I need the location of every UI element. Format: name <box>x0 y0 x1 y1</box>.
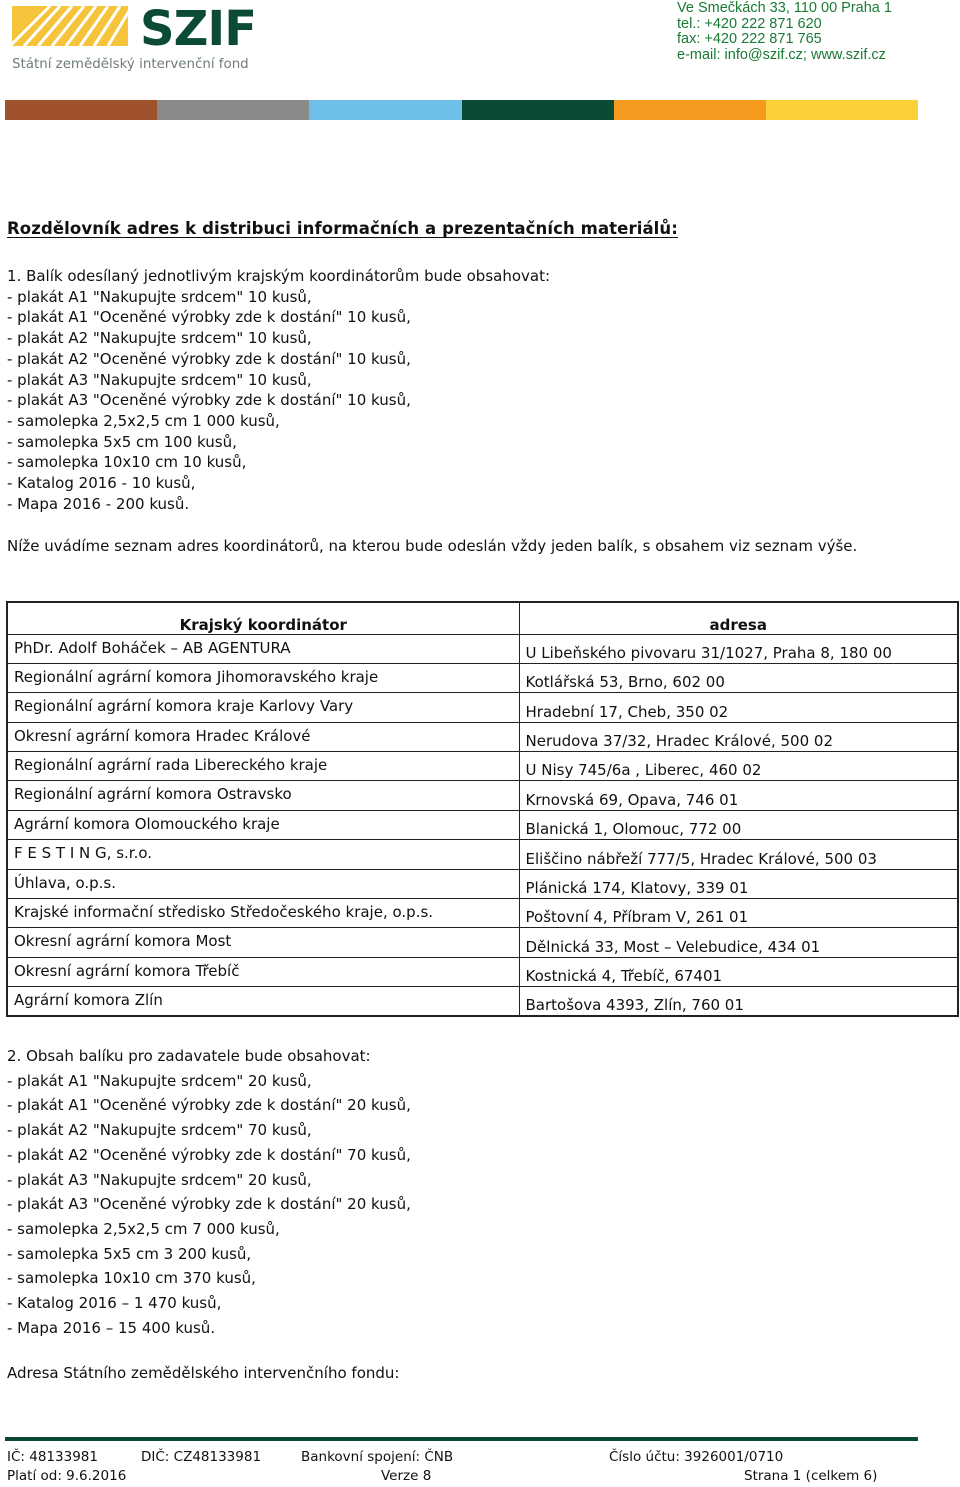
table-row <box>7 987 958 1016</box>
footer-valid-from: Platí od: 9.6.2016 <box>7 1468 127 1484</box>
list-item: - Mapa 2016 – 15 400 kusů. <box>7 1318 216 1337</box>
list-item: - samolepka 10x10 cm 370 kusů, <box>7 1269 256 1288</box>
fund-address-label: Adresa Státního zemědělského intervenčního fondu: <box>7 1364 400 1382</box>
coordinator-cell: Agrární komora Zlín <box>7 987 519 1016</box>
list-item: - samolepka 10x10 cm 10 kusů, <box>7 453 247 472</box>
column-header-address: adresa <box>519 602 958 634</box>
coordinator-cell: Okresní agrární komora Most <box>7 928 519 957</box>
address-cell: Nerudova 37/32, Hradec Králové, 500 02 <box>519 722 958 751</box>
footer-account: Číslo účtu: 3926001/0710 <box>609 1449 784 1465</box>
footer-version: Verze 8 <box>381 1468 432 1484</box>
table-header-row <box>7 602 958 634</box>
coordinator-cell: Úhlava, o.p.s. <box>7 869 519 898</box>
coordinator-cell: Regionální agrární rada Libereckého kraje <box>7 752 519 781</box>
address-cell: Eliščino nábřeží 777/5, Hradec Králové, 500 03 <box>519 840 958 869</box>
color-segment <box>5 100 157 120</box>
list-item: - plakát A3 "Nakupujte srdcem" 10 kusů, <box>7 370 312 389</box>
contact-email-web[interactable]: e-mail: info@szif.cz; www.szif.cz <box>677 46 886 63</box>
address-cell: Poštovní 4, Příbram V, 261 01 <box>519 899 958 928</box>
coordinator-table <box>6 601 959 1017</box>
list-item: - Mapa 2016 - 200 kusů. <box>7 494 190 513</box>
list-item: - samolepka 5x5 cm 100 kusů, <box>7 432 237 451</box>
list-item: - plakát A1 "Nakupujte srdcem" 10 kusů, <box>7 287 312 306</box>
address-cell: Hradební 17, Cheb, 350 02 <box>519 693 958 722</box>
table-row <box>7 752 958 781</box>
color-segment <box>157 100 309 120</box>
list-item: - plakát A1 "Oceněné výrobky zde k dostání" 20 kusů, <box>7 1096 411 1115</box>
list-item: - plakát A3 "Oceněné výrobky zde k dostání" 20 kusů, <box>7 1195 411 1214</box>
color-segment <box>614 100 766 120</box>
coordinator-cell: Krajské informační středisko Středočeského kraje, o.p.s. <box>7 899 519 928</box>
coordinator-cell: F E S T I N G, s.r.o. <box>7 840 519 869</box>
color-segment <box>462 100 614 120</box>
list-item: - Katalog 2016 - 10 kusů, <box>7 474 196 493</box>
table-row <box>7 840 958 869</box>
section1-intro: 1. Balík odesílaný jednotlivým krajským koordinátorům bude obsahovat: <box>7 267 551 285</box>
table-row <box>7 663 958 692</box>
footer-dic: DIČ: CZ48133981 <box>141 1449 262 1465</box>
table-row <box>7 957 958 986</box>
address-cell: Kotlářská 53, Brno, 602 00 <box>519 663 958 692</box>
list-item: - samolepka 5x5 cm 3 200 kusů, <box>7 1244 252 1263</box>
brand-color-bar <box>5 100 918 120</box>
contact-address: Ve Smečkách 33, 110 00 Praha 1 <box>677 0 892 16</box>
list-item: - plakát A2 "Nakupujte srdcem" 10 kusů, <box>7 329 312 348</box>
coordinator-cell: Okresní agrární komora Třebíč <box>7 957 519 986</box>
table-row <box>7 928 958 957</box>
list-item: - plakát A3 "Oceněné výrobky zde k dostání" 10 kusů, <box>7 391 411 410</box>
section2-intro: 2. Obsah balíku pro zadavatele bude obsahovat: <box>7 1047 371 1065</box>
list-item: - samolepka 2,5x2,5 cm 1 000 kusů, <box>7 411 280 430</box>
table-row <box>7 899 958 928</box>
table-row <box>7 781 958 810</box>
list-item: - plakát A1 "Nakupujte srdcem" 20 kusů, <box>7 1071 312 1090</box>
color-segment <box>766 100 918 120</box>
table-row <box>7 869 958 898</box>
address-cell: U Nisy 745/6a , Liberec, 460 02 <box>519 752 958 781</box>
address-cell: Bartošova 4393, Zlín, 760 01 <box>519 987 958 1016</box>
page-title: Rozdělovník adres k distribuci informačních a prezentačních materiálů: <box>7 219 678 238</box>
coordinator-cell: PhDr. Adolf Boháček – AB AGENTURA <box>7 634 519 663</box>
footer-page-number: Strana 1 (celkem 6) <box>744 1468 878 1484</box>
address-cell: Plánická 174, Klatovy, 339 01 <box>519 869 958 898</box>
szif-logo <box>10 4 270 74</box>
address-cell: U Libeňského pivovaru 31/1027, Praha 8, 180 00 <box>519 634 958 663</box>
list-item: - plakát A3 "Nakupujte srdcem" 20 kusů, <box>7 1170 312 1189</box>
logo-wordmark: SZIF <box>140 4 257 57</box>
list-item: - plakát A1 "Oceněné výrobky zde k dostání" 10 kusů, <box>7 308 411 327</box>
footer-ic: IČ: 48133981 <box>7 1449 98 1465</box>
coordinator-cell: Regionální agrární komora kraje Karlovy Vary <box>7 693 519 722</box>
address-cell: Blanická 1, Olomouc, 772 00 <box>519 810 958 839</box>
address-cell: Kostnická 4, Třebíč, 67401 <box>519 957 958 986</box>
contact-fax: fax: +420 222 871 765 <box>677 31 822 48</box>
section2-list <box>7 1044 411 1340</box>
list-item: - Katalog 2016 – 1 470 kusů, <box>7 1294 222 1313</box>
color-segment <box>309 100 461 120</box>
table-row <box>7 634 958 663</box>
contact-block <box>677 1 957 63</box>
address-cell: Krnovská 69, Opava, 746 01 <box>519 781 958 810</box>
logo-subtitle: Státní zemědělský intervenční fond <box>12 57 249 72</box>
list-item: - samolepka 2,5x2,5 cm 7 000 kusů, <box>7 1219 280 1238</box>
list-item: - plakát A2 "Nakupujte srdcem" 70 kusů, <box>7 1121 312 1140</box>
coordinator-cell: Regionální agrární komora Jihomoravského kraje <box>7 663 519 692</box>
address-cell: Dělnická 33, Most – Velebudice, 434 01 <box>519 928 958 957</box>
footer-divider <box>5 1437 918 1441</box>
list-item: - plakát A2 "Oceněné výrobky zde k dostání" 10 kusů, <box>7 349 411 368</box>
coordinator-cell: Regionální agrární komora Ostravsko <box>7 781 519 810</box>
coordinators-note: Níže uvádíme seznam adres koordinátorů, na kterou bude odeslán vždy jeden balík, s obsahem viz seznam výše. <box>7 537 858 555</box>
table-row <box>7 722 958 751</box>
coordinator-cell: Agrární komora Olomouckého kraje <box>7 810 519 839</box>
coordinator-cell: Okresní agrární komora Hradec Králové <box>7 722 519 751</box>
list-item: - plakát A2 "Oceněné výrobky zde k dostání" 70 kusů, <box>7 1145 411 1164</box>
table-row <box>7 693 958 722</box>
column-header-coordinator: Krajský koordinátor <box>7 602 519 634</box>
footer-bank: Bankovní spojení: ČNB <box>301 1449 454 1465</box>
section1-list <box>7 266 550 514</box>
contact-phone: tel.: +420 222 871 620 <box>677 15 822 32</box>
table-row <box>7 810 958 839</box>
